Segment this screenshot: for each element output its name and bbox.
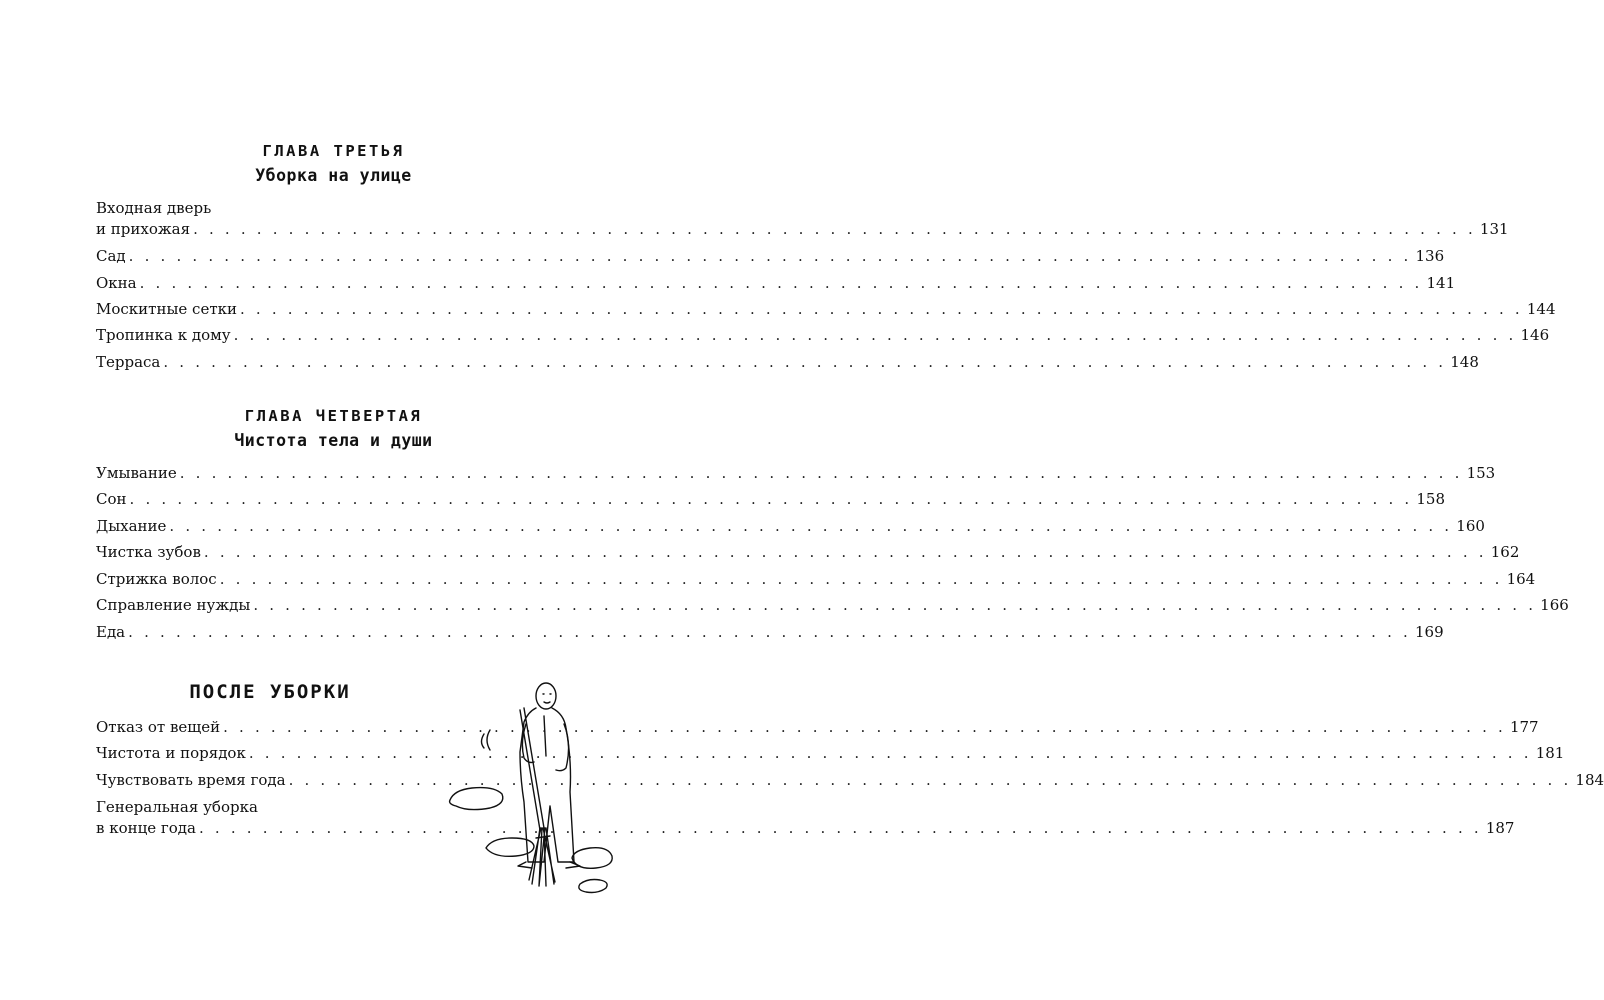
right-arm [556,724,569,771]
toc-dot-leader: . . . . . . . . . . . . . . . . . . . . . . . . . . . . . . . . . . . . . . . . . . . . . . . . . . . . . . . . . . . . . . . . . . . . . . . . . . . . . . . . . [240,300,1523,318]
toc-entry[interactable] [96,542,1520,562]
toc-dot-leader: . . . . . . . . . . . . . . . . . . . . . . . . . . . . . . . . . . . . . . . . . . . . . . . . . . . . . . . . . . . . . . . . . . . . . . . . . . . . . . . . . [179,464,1463,482]
toc-entry-title: Отказ от вещей [96,718,221,736]
toc-entry[interactable] [96,489,1446,509]
toc-entry-title: Умывание [96,464,177,482]
toc-entry[interactable] [96,516,1485,536]
after-cleaning-title: ПОСЛЕ УБОРКИ [189,681,351,703]
toc-entry-title: Окна [96,274,137,292]
toc-entry[interactable] [96,352,1479,372]
stepping-stone [579,880,607,893]
stepping-stone [450,788,503,810]
motion-mark [482,734,485,748]
toc-page-number: 146 [1520,326,1550,344]
chapter-4-title: Чистота тела и души [234,431,433,450]
motion-mark [487,730,490,750]
sweeping-man-illustration [440,672,620,902]
toc-entry[interactable] [96,299,1556,319]
toc-dot-leader: . . . . . . . . . . . . . . . . . . . . . . . . . . . . . . . . . . . . . . . . . . . . . . . . . . . . . . . . . . . . . . . . . . . . . . . . . . . . . . . . . [169,517,1453,535]
toc-page-number: 141 [1426,274,1456,292]
toc-entry[interactable] [96,569,1536,589]
toc-dot-leader: . . . . . . . . . . . . . . . . . . . . . . . . . . . . . . . . . . . . . . . . . . . . . . . . . . . . . . . . . . . . . . . . . . . . . . . . . . . . . . . . . [203,543,1487,561]
toc-dot-leader: . . . . . . . . . . . . . . . . . . . . . . . . . . . . . . . . . . . . . . . . . . . . . . . . . . . . . . . . . . . . . . . . . . . . . . . . . . . . . . . . . [198,819,1482,837]
toc-page-number: 166 [1540,596,1569,614]
toc-dot-leader: . . . . . . . . . . . . . . . . . . . . . . . . . . . . . . . . . . . . . . . . . . . . . . . . . . . . . . . . . . . . . . . . . . . . . . . . . . . . . . . . . [288,771,1572,789]
toc-dot-leader: . . . . . . . . . . . . . . . . . . . . . . . . . . . . . . . . . . . . . . . . . . . . . . . . . . . . . . . . . . . . . . . . . . . . . . . . . . . . . . . . . [163,353,1447,371]
robe-fold [544,716,546,756]
toc-page-number: 144 [1526,300,1556,318]
toc-entry[interactable] [96,622,1444,642]
toc-entry[interactable] [96,770,1604,790]
toc-entry[interactable] [96,246,1445,266]
toc-entry-title: и прихожая [96,220,191,238]
toc-entry[interactable] [96,325,1550,345]
toc-entry[interactable] [96,595,1569,615]
toc-entry[interactable] [96,463,1496,483]
chapter-4-label: ГЛАВА ЧЕТВЕРТАЯ [244,407,423,425]
toc-entry-title: Справление нужды [96,596,251,614]
toc-dot-leader: . . . . . . . . . . . . . . . . . . . . . . . . . . . . . . . . . . . . . . . . . . . . . . . . . . . . . . . . . . . . . . . . . . . . . . . . . . . . . . . . . [253,596,1537,614]
toc-entry-line1: Входная дверь [96,199,212,217]
toc-entry-line1: Генеральная уборка [96,798,258,816]
toc-entry-title: Чувствовать время года [96,771,286,789]
toc-entry[interactable] [96,717,1539,737]
feet [518,862,580,868]
toc-page-number: 164 [1506,570,1536,588]
toc-dot-leader: . . . . . . . . . . . . . . . . . . . . . . . . . . . . . . . . . . . . . . . . . . . . . . . . . . . . . . . . . . . . . . . . . . . . . . . . . . . . . . . . . [139,274,1423,292]
broom-handle [524,708,544,828]
toc-page-number: 153 [1466,464,1496,482]
toc-page-number: 160 [1456,517,1485,535]
toc-dot-leader: . . . . . . . . . . . . . . . . . . . . . . . . . . . . . . . . . . . . . . . . . . . . . . . . . . . . . . . . . . . . . . . . . . . . . . . . . . . . . . . . . [129,490,1413,508]
chapter-3-title: Уборка на улице [255,166,412,185]
toc-entry-title: Сон [96,490,127,508]
toc-dot-leader: . . . . . . . . . . . . . . . . . . . . . . . . . . . . . . . . . . . . . . . . . . . . . . . . . . . . . . . . . . . . . . . . . . . . . . . . . . . . . . . . . [233,326,1517,344]
toc-entry-title: Москитные сетки [96,300,237,318]
toc-entry-title: в конце года [96,819,196,837]
toc-dot-leader: . . . . . . . . . . . . . . . . . . . . . . . . . . . . . . . . . . . . . . . . . . . . . . . . . . . . . . . . . . . . . . . . . . . . . . . . . . . . . . . . . [223,718,1506,736]
toc-entry-title: Чистота и порядок [96,744,246,762]
toc-page-number: 162 [1490,543,1520,561]
toc-page-number: 136 [1415,247,1445,265]
toc-dot-leader: . . . . . . . . . . . . . . . . . . . . . . . . . . . . . . . . . . . . . . . . . . . . . . . . . . . . . . . . . . . . . . . . . . . . . . . . . . . . . . . . . [193,220,1476,238]
toc-entry-title: Чистка зубов [96,543,201,561]
toc-page-number: 187 [1485,819,1515,837]
toc-entry[interactable] [96,818,1515,838]
toc-entry-title: Стрижка волос [96,570,217,588]
toc-page-number: 148 [1450,353,1479,371]
toc-page-number: 181 [1535,744,1565,762]
toc-page-number: 184 [1575,771,1604,789]
head [536,683,556,709]
toc-entry[interactable] [96,219,1509,239]
face [543,694,551,703]
toc-dot-leader: . . . . . . . . . . . . . . . . . . . . . . . . . . . . . . . . . . . . . . . . . . . . . . . . . . . . . . . . . . . . . . . . . . . . . . . . . . . . . . . . . [219,570,1503,588]
toc-page-number: 158 [1416,490,1446,508]
toc-dot-leader: . . . . . . . . . . . . . . . . . . . . . . . . . . . . . . . . . . . . . . . . . . . . . . . . . . . . . . . . . . . . . . . . . . . . . . . . . . . . . . . . . [128,623,1411,641]
toc-entry-title: Сад [96,247,126,265]
toc-entry[interactable] [96,743,1565,763]
toc-entry-title: Еда [96,623,126,641]
toc-entry-title: Дыхание [96,517,167,535]
toc-page-number: 169 [1415,623,1444,641]
chapter-3-label: ГЛАВА ТРЕТЬЯ [262,142,405,160]
toc-page-number: 177 [1509,718,1539,736]
toc-page-number: 131 [1479,220,1509,238]
toc-dot-leader: . . . . . . . . . . . . . . . . . . . . . . . . . . . . . . . . . . . . . . . . . . . . . . . . . . . . . . . . . . . . . . . . . . . . . . . . . . . . . . . . . [248,744,1532,762]
toc-entry-title: Тропинка к дому [96,326,231,344]
toc-dot-leader: . . . . . . . . . . . . . . . . . . . . . . . . . . . . . . . . . . . . . . . . . . . . . . . . . . . . . . . . . . . . . . . . . . . . . . . . . . . . . . . . . [128,247,1412,265]
broom-handle [520,710,540,830]
toc-entry[interactable] [96,273,1456,293]
toc-entry-title: Терраса [96,353,161,371]
